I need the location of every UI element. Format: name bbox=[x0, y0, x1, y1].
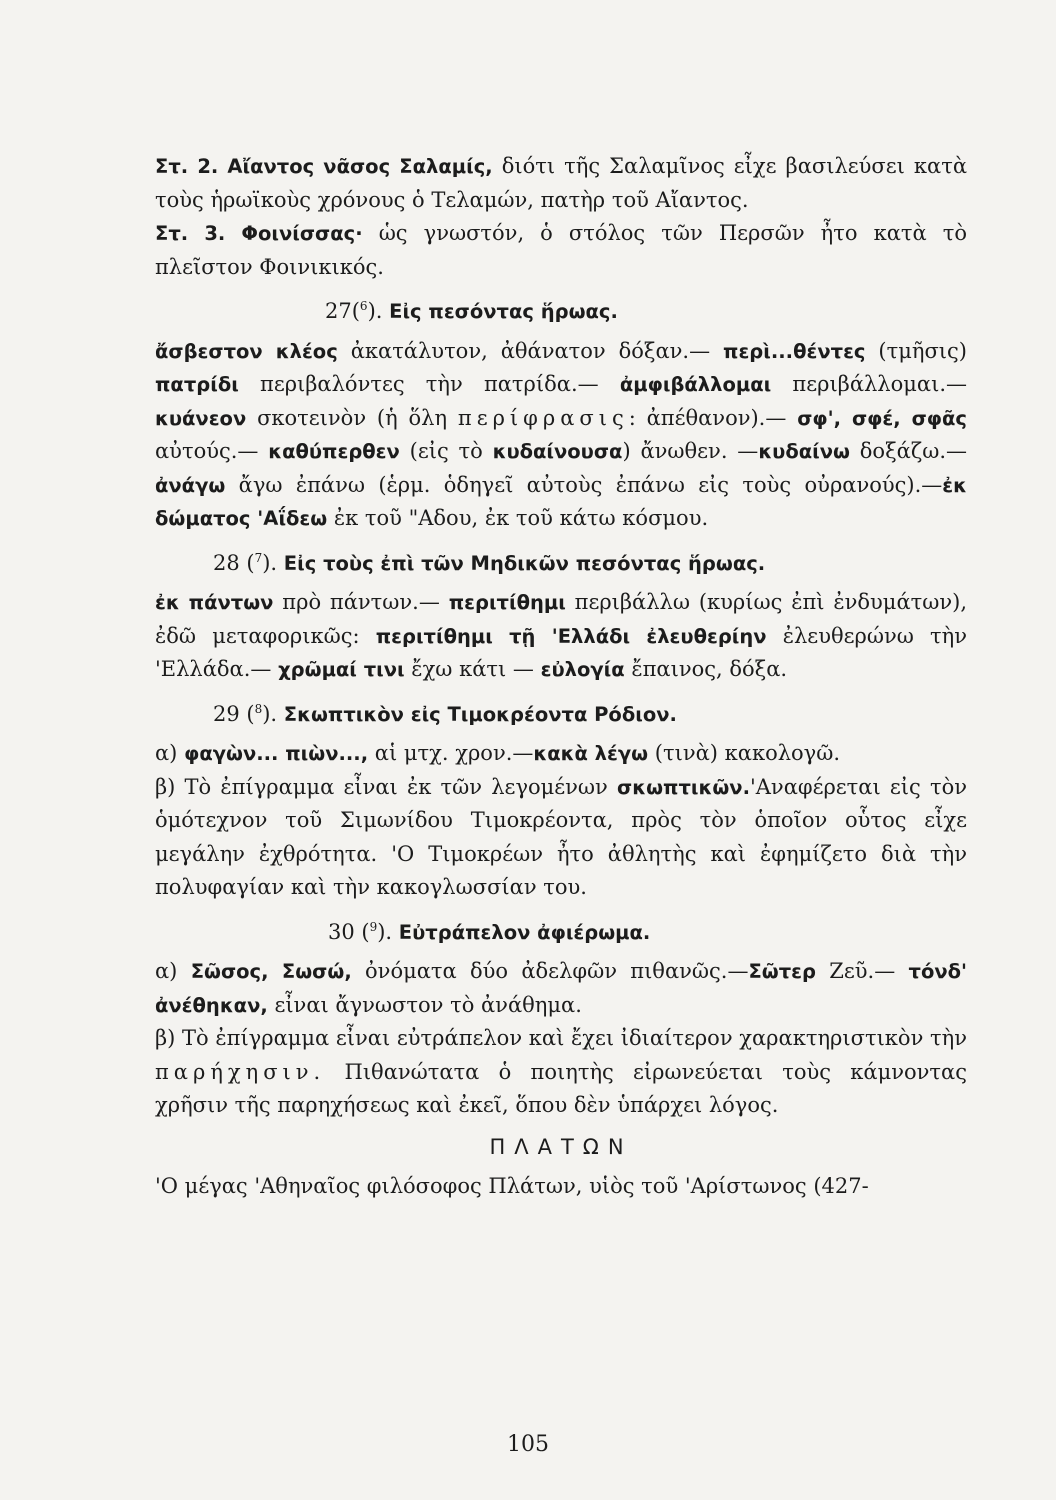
gloss: ἔπαινος, δόξα. bbox=[624, 657, 788, 681]
gloss: πρὸ πάντων.— bbox=[273, 590, 449, 614]
commentary-29a bbox=[155, 737, 967, 771]
commentary-28 bbox=[155, 586, 967, 687]
text-body bbox=[155, 150, 967, 1204]
commentary-30a bbox=[155, 955, 967, 1022]
lemma: ἀνάγω bbox=[155, 473, 226, 497]
gloss: Τὸ ἐπίγραμμα εἶναι εὐτράπελον καὶ ἔχει ἰδιαίτερον χαρακτηριστικὸν τὴν bbox=[182, 1026, 967, 1050]
lemma: περιτίθημι τῇ 'Ελλάδι ἐλευθερίην bbox=[375, 624, 767, 648]
item-label: β) bbox=[155, 774, 185, 799]
heading-number: 28 ( bbox=[213, 550, 255, 575]
item-label: α) bbox=[155, 741, 185, 765]
spaced-term: περίφρασις bbox=[457, 405, 629, 430]
commentary-30b bbox=[155, 1022, 967, 1123]
lemma: κυάνεον bbox=[155, 406, 247, 430]
gloss: δοξάζω.— bbox=[849, 439, 967, 463]
lemma: ἀμφιβάλλομαι bbox=[619, 373, 772, 396]
heading-title: Εἰς τοὺς ἐπὶ τῶν Μηδικῶν πεσόντας ἥρωας. bbox=[283, 551, 766, 575]
lemma: χρῶμαί τινι bbox=[278, 658, 405, 681]
lemma: σφ', σφέ, σφᾶς bbox=[797, 406, 967, 430]
heading-number-close: ). bbox=[262, 701, 278, 726]
heading-27 bbox=[155, 290, 967, 329]
item-label: α) bbox=[155, 959, 191, 983]
gloss: εἶναι ἄγνωστον τὸ ἀνάθημα. bbox=[267, 992, 582, 1017]
heading-number: 30 ( bbox=[328, 919, 370, 944]
gloss: Πιθανώτατα ὁ ποιητὴς εἰρωνεύεται τοὺς κάμνοντας χρῆσιν τῆς παρηχήσεως καὶ ἐκεῖ, ὅπου δὲν ὑπάρχει λόγος. bbox=[155, 1059, 967, 1117]
gloss: περιβάλλω (κυρίως ἐπὶ ἐνδυμάτων), ἐδῶ μεταφορικῶς: bbox=[155, 590, 968, 648]
heading-28 bbox=[155, 542, 967, 581]
lemma: φαγὼν... πιὼν..., bbox=[184, 742, 369, 765]
gloss: : ἀπέθανον).— bbox=[628, 405, 798, 430]
heading-number-close: ). bbox=[262, 550, 278, 575]
heading-title: Εὐτράπελον ἀφιέρωμα. bbox=[398, 920, 651, 944]
gloss: σκοτεινὸν (ἡ ὅλη bbox=[246, 405, 458, 430]
footnote-marker: 8 bbox=[254, 701, 263, 716]
heading-29 bbox=[155, 693, 967, 732]
gloss: Τὸ ἐπίγραμμα εἶναι ἐκ τῶν λεγομένων bbox=[184, 774, 618, 799]
gloss: ἔχω κάτι — bbox=[404, 657, 541, 681]
note-st3 bbox=[155, 217, 967, 284]
note-st2 bbox=[155, 150, 967, 217]
gloss: Ζεῦ.— bbox=[816, 959, 909, 983]
gloss: ὀνόματα δύο ἀδελφῶν πιθανῶς.— bbox=[351, 959, 749, 983]
lemma: κακὰ λέγω bbox=[533, 742, 649, 765]
lemma: τόνδ' ἀνέθηκαν, bbox=[155, 960, 968, 1017]
lemma: περιτίθημι bbox=[448, 591, 566, 614]
gloss: διότι τῆς Σαλαμῖνος εἶχε βασιλεύσει κατὰ τοὺς ἡρωϊκοὺς χρόνους ὁ Τελαμών, πατὴρ τοῦ Αἴαντος. bbox=[155, 154, 967, 212]
gloss: ἄγω ἐπάνω (ἑρμ. ὁδηγεῖ αὐτοὺς ἐπάνω εἰς τοὺς οὐρανούς).— bbox=[225, 472, 943, 497]
footnote-marker: 7 bbox=[254, 550, 263, 565]
lemma: ἐκ δώματος 'Αΐδεω bbox=[155, 473, 967, 530]
lemma: Αἴαντος νᾶσος Σαλαμίς, bbox=[227, 155, 493, 178]
heading-30 bbox=[155, 911, 967, 950]
item-label: β) bbox=[155, 1026, 183, 1050]
lemma: σκωπτικῶν. bbox=[617, 775, 750, 799]
gloss: (εἰς τὸ bbox=[399, 439, 493, 463]
plato-intro: 'Ο μέγας 'Αθηναῖος φιλόσοφος Πλάτων, υἱὸς τοῦ 'Αρίστωνος (427- bbox=[155, 1174, 869, 1198]
lemma: Φοινίσσας· bbox=[241, 222, 363, 245]
lemma: ἐκ πάντων bbox=[155, 591, 274, 614]
page-number: 105 bbox=[507, 1432, 549, 1457]
gloss: (τμῆσις) bbox=[865, 338, 967, 363]
gloss: (τινὰ) κακολογῶ. bbox=[648, 741, 841, 765]
lemma: εὐλογία bbox=[540, 658, 625, 681]
gloss: περιβαλόντες τὴν πατρίδα.— bbox=[238, 372, 620, 396]
gloss: ἐκ τοῦ "Αδου, ἐκ τοῦ κάτω κόσμου. bbox=[327, 506, 709, 530]
lemma: καθύπερθεν bbox=[268, 440, 400, 463]
lemma: Σῶτερ bbox=[748, 960, 816, 983]
lemma: Σῶσος, Σωσώ, bbox=[190, 960, 352, 983]
commentary-27 bbox=[155, 335, 967, 536]
lemma: ἄσβεστον κλέος bbox=[155, 339, 338, 363]
ref-label: Στ. 3. bbox=[155, 222, 226, 245]
lemma: περὶ...θέντες bbox=[723, 339, 866, 363]
gloss: αἱ μτχ. χρον.— bbox=[368, 741, 534, 765]
heading-number-close: ). bbox=[377, 919, 393, 944]
footnote-marker: 6 bbox=[359, 299, 368, 313]
ref-label: Στ. 2. bbox=[155, 155, 219, 178]
footnote-marker: 9 bbox=[369, 919, 378, 934]
lemma: πατρίδι bbox=[155, 373, 239, 396]
heading-number: 27( bbox=[325, 299, 360, 323]
gloss: ἐλευθερώνω τὴν 'Ελλάδα.— bbox=[155, 623, 967, 681]
heading-title: Σκωπτικὸν εἰς Τιμοκρέοντα Ρόδιον. bbox=[283, 702, 677, 726]
gloss: ἀκατάλυτον, ἀθάνατον δόξαν.— bbox=[337, 338, 724, 363]
commentary-29b bbox=[155, 771, 967, 905]
heading-number-close: ). bbox=[367, 299, 383, 323]
gloss: περιβάλλομαι.— bbox=[771, 372, 968, 396]
gloss: ὡς γνωστόν, ὁ στόλος τῶν Περσῶν ἦτο κατὰ τὸ πλεῖστον Φοινικικός. bbox=[155, 221, 967, 279]
heading-number: 29 ( bbox=[213, 701, 255, 726]
section-title: ΠΛΑΤΩΝ bbox=[489, 1134, 633, 1159]
spaced-term: παρήχησιν. bbox=[155, 1059, 326, 1084]
heading-title: Εἰς πεσόντας ἥρωας. bbox=[389, 300, 618, 323]
gloss: 'Αναφέρεται εἰς τὸν ὁμότεχνον τοῦ Σιμωνίδου Τιμοκρέοντα, πρὸς τὸν ὁποῖον οὗτος εἶχε μεγάλην ἐχθρότητα. 'Ο Τιμοκρέων ἦτο ἀθλητὴς καὶ ἐφημίζετο διὰ τὴν πολυφαγίαν καὶ τὴν κακογλωσσίαν του. bbox=[155, 774, 968, 899]
lemma: κυδαίνω bbox=[758, 440, 850, 463]
lemma: κυδαίνουσα bbox=[492, 440, 623, 463]
gloss: ) ἄνωθεν. — bbox=[622, 439, 759, 463]
gloss: αὐτούς.— bbox=[155, 439, 269, 463]
